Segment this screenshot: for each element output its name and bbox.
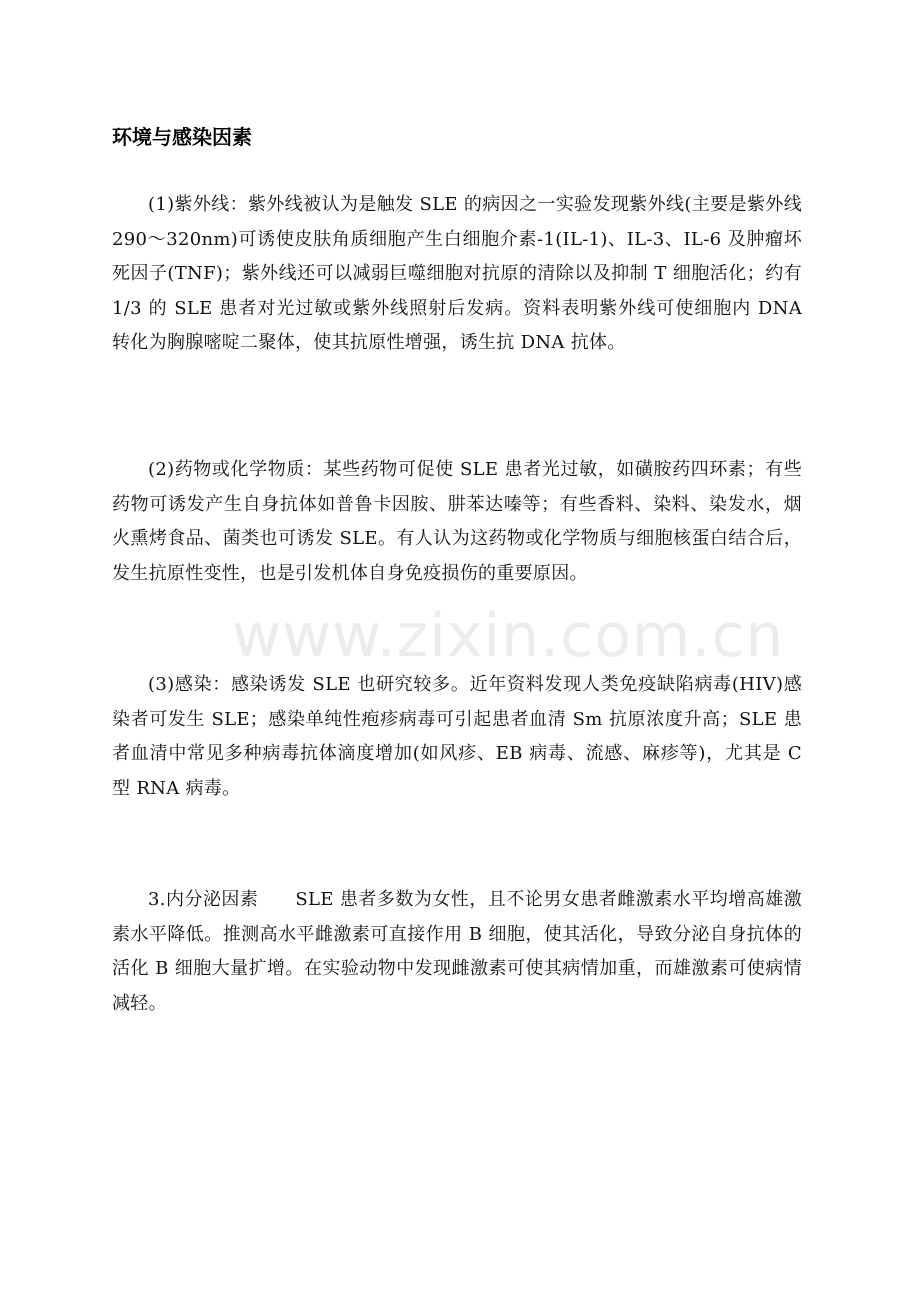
- paragraph-drugs-chemicals: (2)药物或化学物质：某些药物可促使 SLE 患者光过敏，如磺胺药四环素；有些药物可诱发产生自身抗体如普鲁卡因胺、肼苯达嗪等；有些香料、染料、染发水，烟火熏烤食品、菌类也可诱发 SLE。有人认为这药物或化学物质与细胞核蛋白结合后，发生抗原性变性，也是引发机体自身免疫损伤的重要原因。: [112, 459, 802, 584]
- section-heading: 环境与感染因素: [112, 125, 252, 149]
- paragraph-ultraviolet: (1)紫外线：紫外线被认为是触发 SLE 的病因之一实验发现紫外线(主要是紫外线 290～320nm)可诱使皮肤角质细胞产生白细胞介素-1(IL-1)、IL-3、IL-6 及肿瘤坏死因子(TNF)；紫外线还可以减弱巨噬细胞对抗原的清除以及抑制 T 细胞活化；约有 1/3 的 SLE 患者对光过敏或紫外线照射后发病。资料表明紫外线可使细胞内 DNA 转化为胸腺嘧啶二聚体，使其抗原性增强，诱生抗 DNA 抗体。: [112, 194, 802, 353]
- watermark-text: www.zixin.com.cn: [232, 601, 785, 671]
- paragraph-infection: (3)感染：感染诱发 SLE 也研究较多。近年资料发现人类免疫缺陷病毒(HIV)感染者可发生 SLE；感染单纯性疱疹病毒可引起患者血清 Sm 抗原浓度升高；SLE 患者血清中常见多种病毒抗体滴度增加(如风疹、EB 病毒、流感、麻疹等)，尤其是 C 型 RNA 病毒。: [112, 674, 802, 799]
- paragraph-endocrine-factors: 3.内分泌因素 SLE 患者多数为女性，且不论男女患者雌激素水平均增高雄激素水平降低。推测高水平雌激素可直接作用 B 细胞，使其活化，导致分泌自身抗体的活化 B 细胞大量扩增。在实验动物中发现雌激素可使其病情加重，而雄激素可使病情减轻。: [112, 889, 802, 1014]
